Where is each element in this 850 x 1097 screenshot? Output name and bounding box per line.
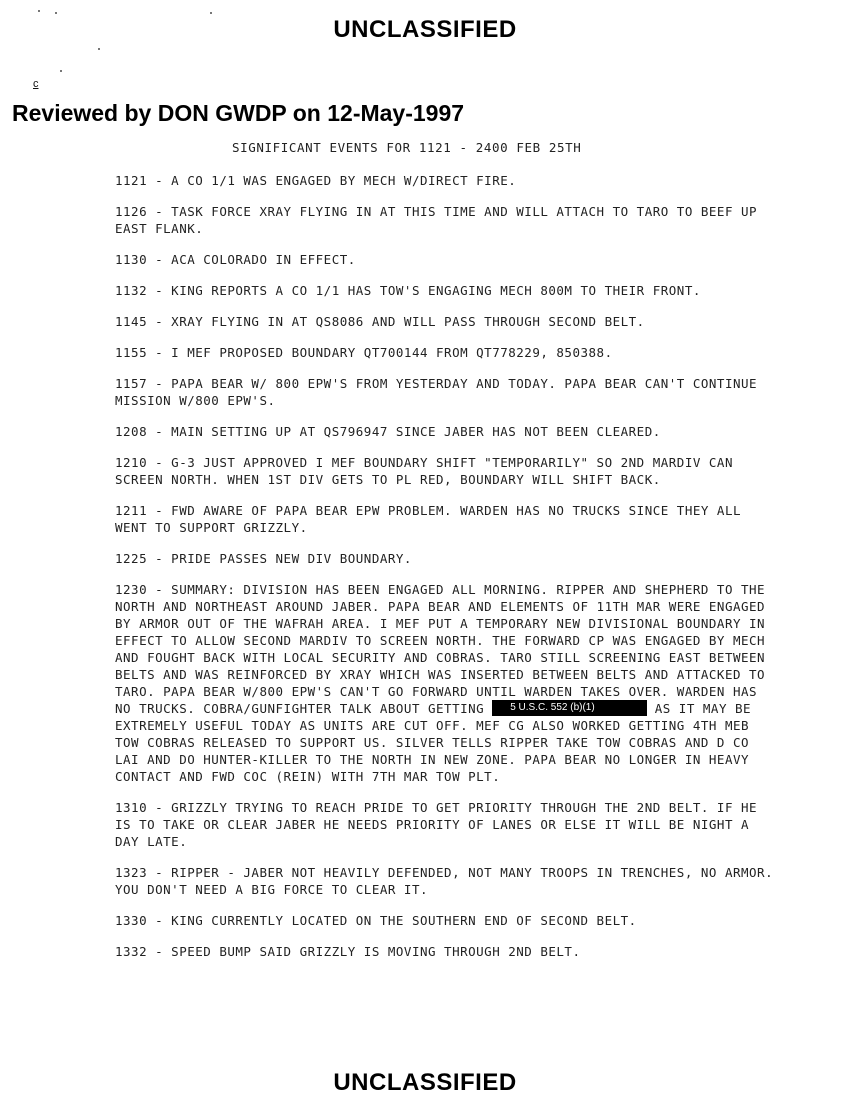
log-entry-1130: 1130 - ACA COLORADO IN EFFECT.: [115, 252, 356, 267]
log-entry-1145: 1145 - XRAY FLYING IN AT QS8086 AND WILL PASS THROUGH SECOND BELT.: [115, 314, 645, 329]
classification-banner-top: UNCLASSIFIED: [333, 16, 517, 43]
scan-speck: [55, 12, 57, 14]
log-entry-1126: 1126 - TASK FORCE XRAY FLYING IN AT THIS TIME AND WILL ATTACH TO TARO TO BEEF UP EAST FLANK.: [115, 204, 758, 236]
log-entry-1230-summary: [115, 581, 775, 785]
log-entry-1310: 1310 - GRIZZLY TRYING TO REACH PRIDE TO GET PRIORITY THROUGH THE 2ND BELT. IF HE IS TO TAKE OR CLEAR JABER HE NEEDS PRIORITY OF LANES OR ELSE IT WILL BE NIGHT A DAY LATE.: [115, 800, 758, 849]
scan-speck: [38, 10, 40, 12]
summary-text-before: 1230 - SUMMARY: DIVISION HAS BEEN ENGAGED ALL MORNING. RIPPER AND SHEPHERD TO THE NORTH AND NORTHEAST AROUND JABER. PAPA BEAR AND ELEMENTS OF 11TH MAR WERE ENGAGED BY ARMOR OUT OF THE WAFRAH AREA. I MEF PUT A TEMPORARY NEW DIVISIONAL BOUNDARY IN EFFECT TO ALLOW SECOND MARDIV TO SCREEN NORTH. THE FORWARD CP WAS ENGAGED BY MECH AND FOUGHT BACK WITH LOCAL SECURITY AND COBRAS. TARO STILL SCREENING EAST BETWEEN BELTS AND WAS REINFORCED BY XRAY WHICH WAS INSERTED BETWEEN BELTS AND ATTACKED TO TARO. PAPA BEAR W/800 EPW'S CAN'T GO FORWARD UNTIL WARDEN TAKES OVER. WARDEN HAS NO TRUCKS. COBRA/GUNFIGHTER TALK ABOUT GETTING: [115, 582, 766, 716]
scan-speck: [210, 12, 212, 14]
classification-banner-bottom: UNCLASSIFIED: [333, 1069, 517, 1096]
scan-speck: [60, 70, 62, 72]
redaction-box: 5 U.S.C. 552 (b)(1): [492, 700, 646, 716]
event-log: [115, 172, 775, 974]
log-entry-1157: 1157 - PAPA BEAR W/ 800 EPW'S FROM YESTERDAY AND TODAY. PAPA BEAR CAN'T CONTINUE MISSION W/800 EPW'S.: [115, 376, 758, 408]
summary-text-after: AS IT MAY BE EXTREMELY USEFUL TODAY AS UNITS ARE CUT OFF. MEF CG ALSO WORKED GETTING 4TH MEB TOW COBRAS RELEASED TO SUPPORT US. SILVER TELLS RIPPER TAKE TOW COBRAS AND D CO LAI AND DO HUNTER-KILLER TO THE NORTH IN NEW ZONE. PAPA BEAR NO LONGER IN HEAVY CONTACT AND FWD COC (REIN) WITH 7TH MAR TOW PLT.: [115, 701, 752, 784]
log-entry-1211: 1211 - FWD AWARE OF PAPA BEAR EPW PROBLEM. WARDEN HAS NO TRUCKS SINCE THEY ALL WENT TO SUPPORT GRIZZLY.: [115, 503, 741, 535]
log-entry-1208: 1208 - MAIN SETTING UP AT QS796947 SINCE JABER HAS NOT BEEN CLEARED.: [115, 424, 661, 439]
handwritten-mark: c: [33, 78, 39, 90]
review-stamp: Reviewed by DON GWDP on 12-May-1997: [12, 100, 465, 126]
log-entry-1225: 1225 - PRIDE PASSES NEW DIV BOUNDARY.: [115, 551, 412, 566]
log-entry-1332: 1332 - SPEED BUMP SAID GRIZZLY IS MOVING THROUGH 2ND BELT.: [115, 944, 581, 959]
log-entry-1121: 1121 - A CO 1/1 WAS ENGAGED BY MECH W/DIRECT FIRE.: [115, 173, 517, 188]
log-entry-1323: 1323 - RIPPER - JABER NOT HEAVILY DEFENDED, NOT MANY TROOPS IN TRENCHES, NO ARMOR. YOU DON'T NEED A BIG FORCE TO CLEAR IT.: [115, 865, 774, 897]
document-title: SIGNIFICANT EVENTS FOR 1121 - 2400 FEB 25TH: [232, 140, 582, 155]
log-entry-1330: 1330 - KING CURRENTLY LOCATED ON THE SOUTHERN END OF SECOND BELT.: [115, 913, 637, 928]
log-entry-1132: 1132 - KING REPORTS A CO 1/1 HAS TOW'S ENGAGING MECH 800M TO THEIR FRONT.: [115, 283, 701, 298]
log-entry-1155: 1155 - I MEF PROPOSED BOUNDARY QT700144 FROM QT778229, 850388.: [115, 345, 613, 360]
scan-speck: [98, 48, 100, 50]
log-entry-1210: 1210 - G-3 JUST APPROVED I MEF BOUNDARY SHIFT "TEMPORARILY" SO 2ND MARDIV CAN SCREEN NORTH. WHEN 1ST DIV GETS TO PL RED, BOUNDARY WILL SHIFT BACK.: [115, 455, 733, 487]
